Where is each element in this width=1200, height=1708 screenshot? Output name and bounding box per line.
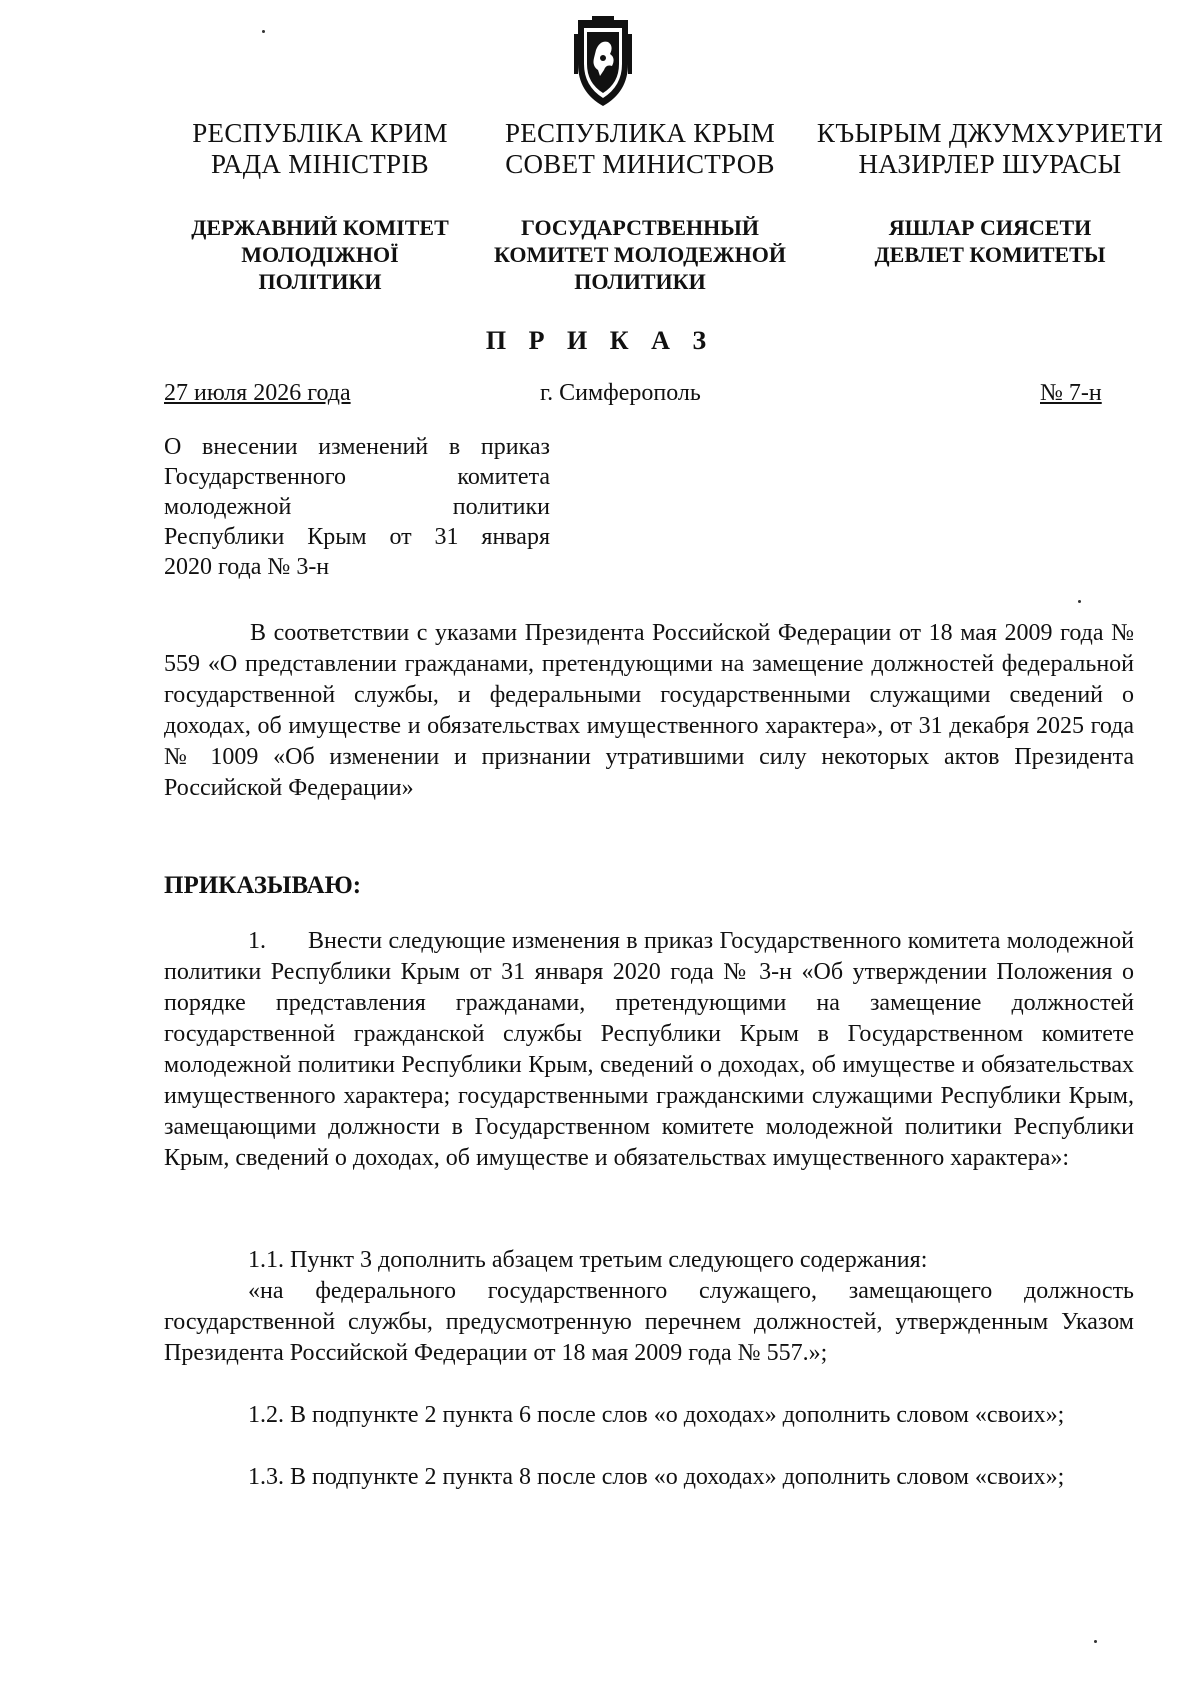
dept-russian-line: КОМИТЕТ МОЛОДЕЖНОЙ (493, 242, 786, 267)
header-russian-line2: СОВЕТ МИНИСТРОВ (505, 149, 775, 179)
item-1-3: 1.3. В подпункте 2 пункта 8 после слов «о доходах» дополнить словом «своих»; (248, 1464, 1065, 1490)
header-crimean-tatar (810, 118, 1170, 180)
header-russian (460, 118, 820, 180)
subject-line: Республики Крым от 31 января (164, 524, 550, 550)
dept-ukrainian-line: МОЛОДІЖНОЇ (241, 242, 399, 267)
header-russian-line1: РЕСПУБЛИКА КРЫМ (504, 118, 776, 148)
order-subject (164, 432, 550, 582)
order-title: П Р И К А З (485, 326, 715, 355)
subject-line: 2020 года № 3-н (164, 554, 330, 580)
item-1-1-quote: «на федерального государственного служащего, замещающего должность государственной службы, предусмотренную перечнем должностей, утвержденным Указом Президента Российской Федерации от 18 мая 2009 года № 557.»; (164, 1278, 1134, 1366)
decree-heading: ПРИКАЗЫВАЮ: (164, 872, 362, 899)
scan-speck (1094, 1640, 1097, 1643)
header-ukrainian-line2: РАДА МІНІСТРІВ (211, 149, 429, 179)
dept-russian (460, 214, 820, 295)
subject-line: молодежной политики (164, 494, 550, 520)
item-1-1: 1.1. Пункт 3 дополнить абзацем третьим следующего содержания: (248, 1247, 928, 1273)
dept-crimean-tatar-line: ЯШЛАР СИЯСЕТИ (888, 215, 1092, 240)
header-ukrainian-line1: РЕСПУБЛІКА КРИМ (192, 118, 448, 148)
order-city: г. Симферополь (540, 380, 701, 406)
dept-russian-line: ПОЛИТИКИ (574, 269, 706, 294)
coat-of-arms-emblem (570, 14, 636, 110)
order-number: № 7-н (1040, 380, 1102, 406)
dept-ukrainian (140, 214, 500, 295)
dept-crimean-tatar-line: ДЕВЛЕТ КОМИТЕТЫ (874, 242, 1106, 267)
item-1-text: Внести следующие изменения в приказ Государственного комитета молодежной политики Республики Крым от 31 января 2020 года № 3-н «Об утверждении Положения о порядке представления гражданами, претендующими на замещение должностей государственной гражданской службы Республики Крым в Государственном комитете молодежной политики Республики Крым, сведений о доходах, об имуществе и обязательствах имущественного характера; государственными гражданскими служащими Республики Крым, замещающими должности в Государственном комитете молодежной политики Республики Крым, сведений о доходах, об имуществе и обязательствах имущественного характера»: (164, 928, 1134, 1171)
item-1-2: 1.2. В подпункте 2 пункта 6 после слов «о доходах» дополнить словом «своих»; (248, 1402, 1065, 1428)
header-crimean-tatar-line1: КЪЫРЫМ ДЖУМХУРИЕТИ (816, 118, 1164, 148)
dept-ukrainian-line: ДЕРЖАВНИЙ КОМІТЕТ (191, 215, 449, 240)
subject-line: Государственного комитета (164, 464, 550, 490)
dept-ukrainian-line: ПОЛІТИКИ (258, 269, 382, 294)
header-ukrainian (140, 118, 500, 180)
order-date: 27 июля 2026 года (164, 380, 351, 406)
scan-speck (1078, 600, 1081, 603)
item-1-number: 1. (248, 928, 266, 954)
dept-crimean-tatar (810, 214, 1170, 268)
dept-russian-line: ГОСУДАРСТВЕННЫЙ (521, 215, 759, 240)
scan-speck (262, 30, 265, 33)
basis-paragraph: В соответствии с указами Президента Российской Федерации от 18 мая 2009 года № 559 «О представлении гражданами, претендующими на замещение должностей федеральной государственной службы, и федеральными государственными служащими сведений о доходах, об имуществе и обязательствах имущественного характера», от 31 декабря 2025 года № 1009 «Об изменении и признании утратившими силу некоторых актов Президента Российской Федерации» (164, 620, 1134, 801)
item-1 (164, 926, 1134, 1174)
subject-line: О внесении изменений в приказ (164, 434, 550, 460)
header-crimean-tatar-line2: НАЗИРЛЕР ШУРАСЫ (858, 149, 1122, 179)
